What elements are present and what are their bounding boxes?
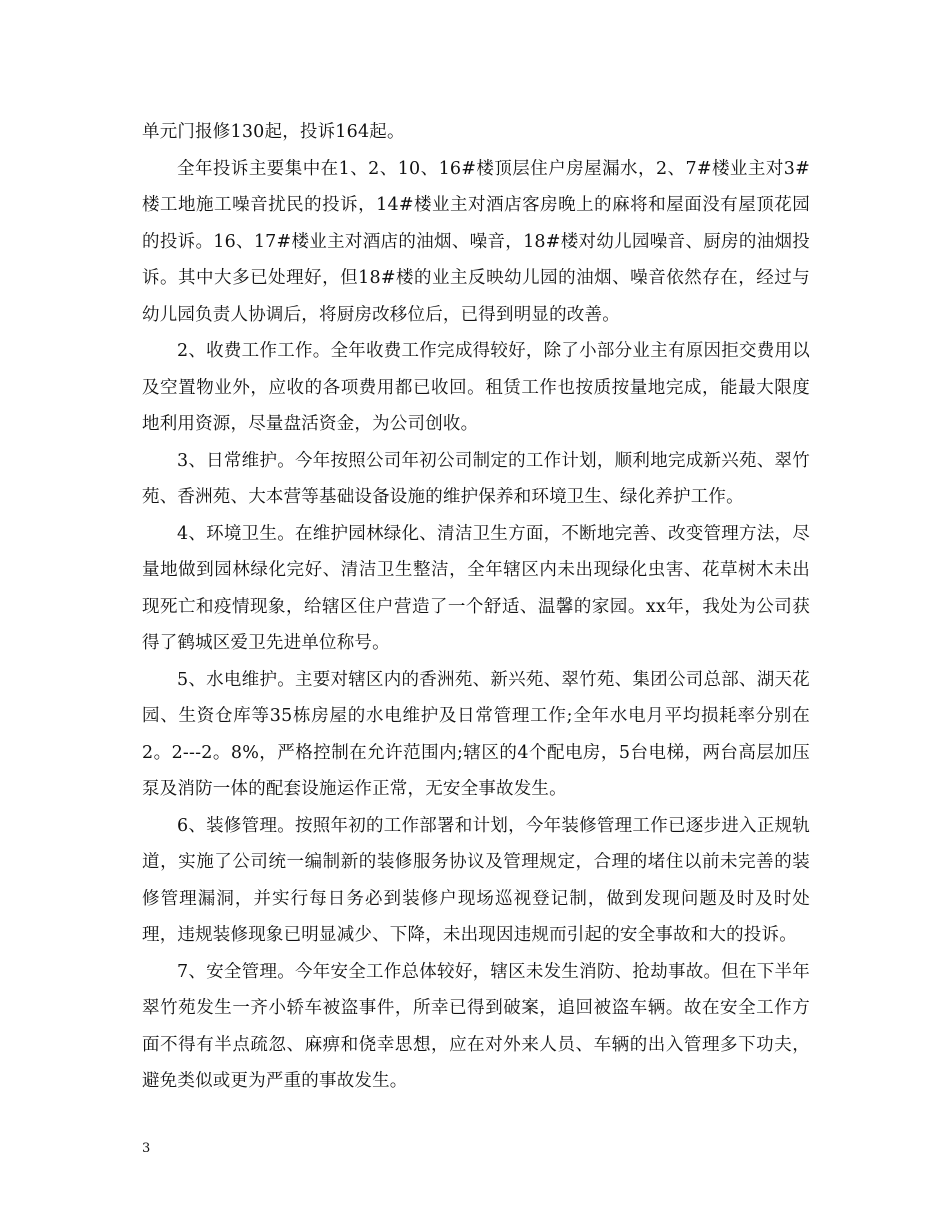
paragraph-environmental-sanitation: 4、环境卫生。在维护园林绿化、清洁卫生方面，不断地完善、改变管理方法，尽量地做到园林绿化完好、清洁卫生整洁，全年辖区内未出现绿化虫害、花草树木未出现死亡和疫情现象，给辖区住户营造了一个舒适、温馨的家园。xx年，我处为公司获得了鹤城区爱卫先进单位称号。 [142,523,810,653]
paragraph-repair-summary: 单元门报修130起，投诉164起。 [142,122,405,142]
paragraph-safety-management: 7、安全管理。今年安全工作总体较好，辖区未发生消防、抢劫事故。但在下半年翠竹苑发生一齐小轿车被盗事件，所幸已得到破案，追回被盗车辆。故在安全工作方面不得有半点疏忽、麻痹和侥幸思想，应在对外来人员、车辆的出入管理多下功夫，避免类似或更为严重的事故发生。 [142,961,810,1091]
document-body [142,114,810,1100]
paragraph-complaints: 全年投诉主要集中在1、2、10、16#楼顶层住户房屋漏水，2、7#楼业主对3#楼工地施工噪音扰民的投诉，14#楼业主对酒店客房晚上的麻将和屋面没有屋顶花园的投诉。16、17#楼业主对酒店的油烟、噪音，18#楼对幼儿园噪音、厨房的油烟投诉。其中大多已处理好，但18#楼的业主反映幼儿园的油烟、噪音依然存在，经过与幼儿园负责人协调后，将厨房改移位后，已得到明显的改善。 [142,158,810,325]
paragraph-daily-maintenance: 3、日常维护。今年按照公司年初公司制定的工作计划，顺利地完成新兴苑、翠竹苑、香洲苑、大本营等基础设备设施的维护保养和环境卫生、绿化养护工作。 [142,450,810,507]
paragraph-renovation-management: 6、装修管理。按照年初的工作部署和计划，今年装修管理工作已逐步进入正规轨道，实施了公司统一编制新的装修服务协议及管理规定，合理的堵住以前未完善的装修管理漏洞，并实行每日务必到装修户现场巡视登记制，做到发现问题及时及时处理，违规装修现象已明显减少、下降，未出现因违规而引起的安全事故和大的投诉。 [142,815,810,945]
paragraph-water-electric-maintenance: 5、水电维护。主要对辖区内的香洲苑、新兴苑、翠竹苑、集团公司总部、湖天花园、生资仓库等35栋房屋的水电维护及日常管理工作;全年水电月平均损耗率分别在2。2---2。8%，严格控制在允许范围内;辖区的4个配电房，5台电梯，两台高层加压泵及消防一体的配套设施运作正常，无安全事故发生。 [142,669,810,799]
paragraph-fee-collection: 2、收费工作工作。全年收费工作完成得较好，除了小部分业主有原因拒交费用以及空置物业外，应收的各项费用都已收回。租赁工作也按质按量地完成，能最大限度地利用资源，尽量盘活资金，为公司创收。 [142,341,810,434]
page-number: 3 [142,1141,151,1156]
